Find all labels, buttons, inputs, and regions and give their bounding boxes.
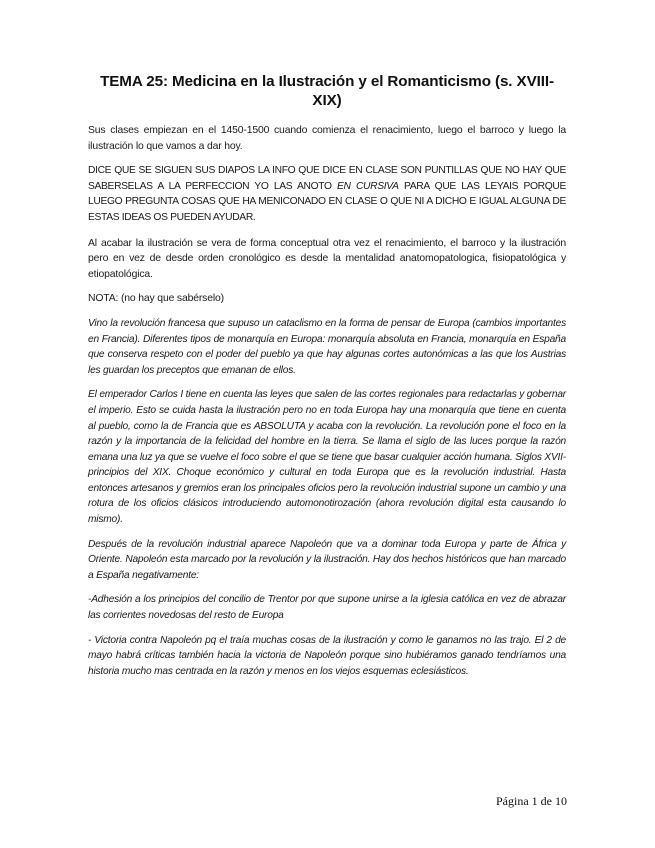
caps-note-cursiva: EN CURSIVA <box>337 180 399 192</box>
caps-note-paragraph <box>88 163 566 225</box>
document-title: TEMA 25: Medicina en la Ilustración y el Romanticismo (s. XVIII-XIX) <box>100 73 554 109</box>
italic-paragraph-1: Vino la revolución francesa que supuso un cataclismo en la forma de pensar de Europa (cambios importantes en Francia). Diferentes tipos de monarquía en Europa: monarquía absoluta en Francia, monarquía en España que conserva respeto con el poder del pueblo ya que hay algunas cortes autonómicas a las que los Austrias les guardan los preceptos que emanan de ellos. <box>88 317 566 376</box>
intro-paragraph: Sus clases empiezan en el 1450-1500 cuando comienza el renacimiento, luego el barroco y luego la ilustración lo que vamos a dar hoy. <box>88 125 566 152</box>
italic-paragraph-5: - Victoria contra Napoleón pq el traía muchas cosas de la ilustración y como le ganamos no las trajo. El 2 de mayo habrá críticas también hacia la victoria de Napoleón porque sino hubiéramos ganado tendríamos una historia mucho mas centrada en la razón y menos en los viejos esquemas eclesiásticos. <box>88 634 566 677</box>
page-number-footer: Página 1 de 10 <box>496 794 567 808</box>
italic-paragraph-3: Después de la revolución industrial aparece Napoleón que va a dominar toda Europa y parte de África y Oriente. Napoleón esta marcado por la revolución y la ilustración. Hay dos hechos históricos que han marcado a España negativamente: <box>88 538 566 581</box>
italic-paragraph-2: El emperador Carlos I tiene en cuenta las leyes que salen de las cortes regionales para redactarlas y gobernar el imperio. Esto se cuida hasta la ilustración pero no en toda Europa hay una monarquía que tiene en cuenta al pueblo, como la de Francia que es ABSOLUTA y acaba con la revolución. La revolución pone el foco en la razón y la importancia de la felicidad del hombre en la tierra. Se llama el siglo de las luces porque la razón emana una luz ya que se vuelve el foco sobre el que se tiene que basar cualquier acción humana. Siglos XVII- principios del XIX. Choque económico y cultural en toda Europa que es la revolución industrial. Hasta entonces artesanos y gremios eran los principales oficios pero la revolución industrial supone un cambio y una rotura de los oficios clásicos introduciendo automonotirozación (ahora revolución digital esta causando lo mismo). <box>88 389 566 526</box>
nota-label: NOTA: (no hay que sabérselo) <box>88 293 224 305</box>
italic-paragraph-4: -Adhesión a los principios del concilio de Trentor por que supone unirse a la iglesia católica en vez de abrazar las corrientes novedosas del resto de Europa <box>88 594 566 622</box>
caps-note-part-1: DICE QUE SE SIGUEN SUS DIAPOS LA INFO QUE DICE EN CLASE SON PUNTILLAS QUE NO HAY QUE SABERSELAS A LA PERFECCION YO LAS ANOTO <box>88 165 566 192</box>
caps-note-part-2: PARA QUE LAS LEYAIS PORQUE LUEGO PREGUNTA COSAS QUE HA MENICONADO EN CLASE O QUE NI A DICHO E IGUAL ALGUNA DE ESTAS IDEAS OS PUEDEN AYUDAR. <box>88 180 566 223</box>
document-body <box>88 72 566 688</box>
illustration-paragraph: Al acabar la ilustración se vera de forma conceptual otra vez el renacimiento, el barroco y la ilustración pero en vez de desde orden cronológico es desde la mentalidad anatomopatologica, fisiopatológica y etiopatológica. <box>88 237 566 280</box>
